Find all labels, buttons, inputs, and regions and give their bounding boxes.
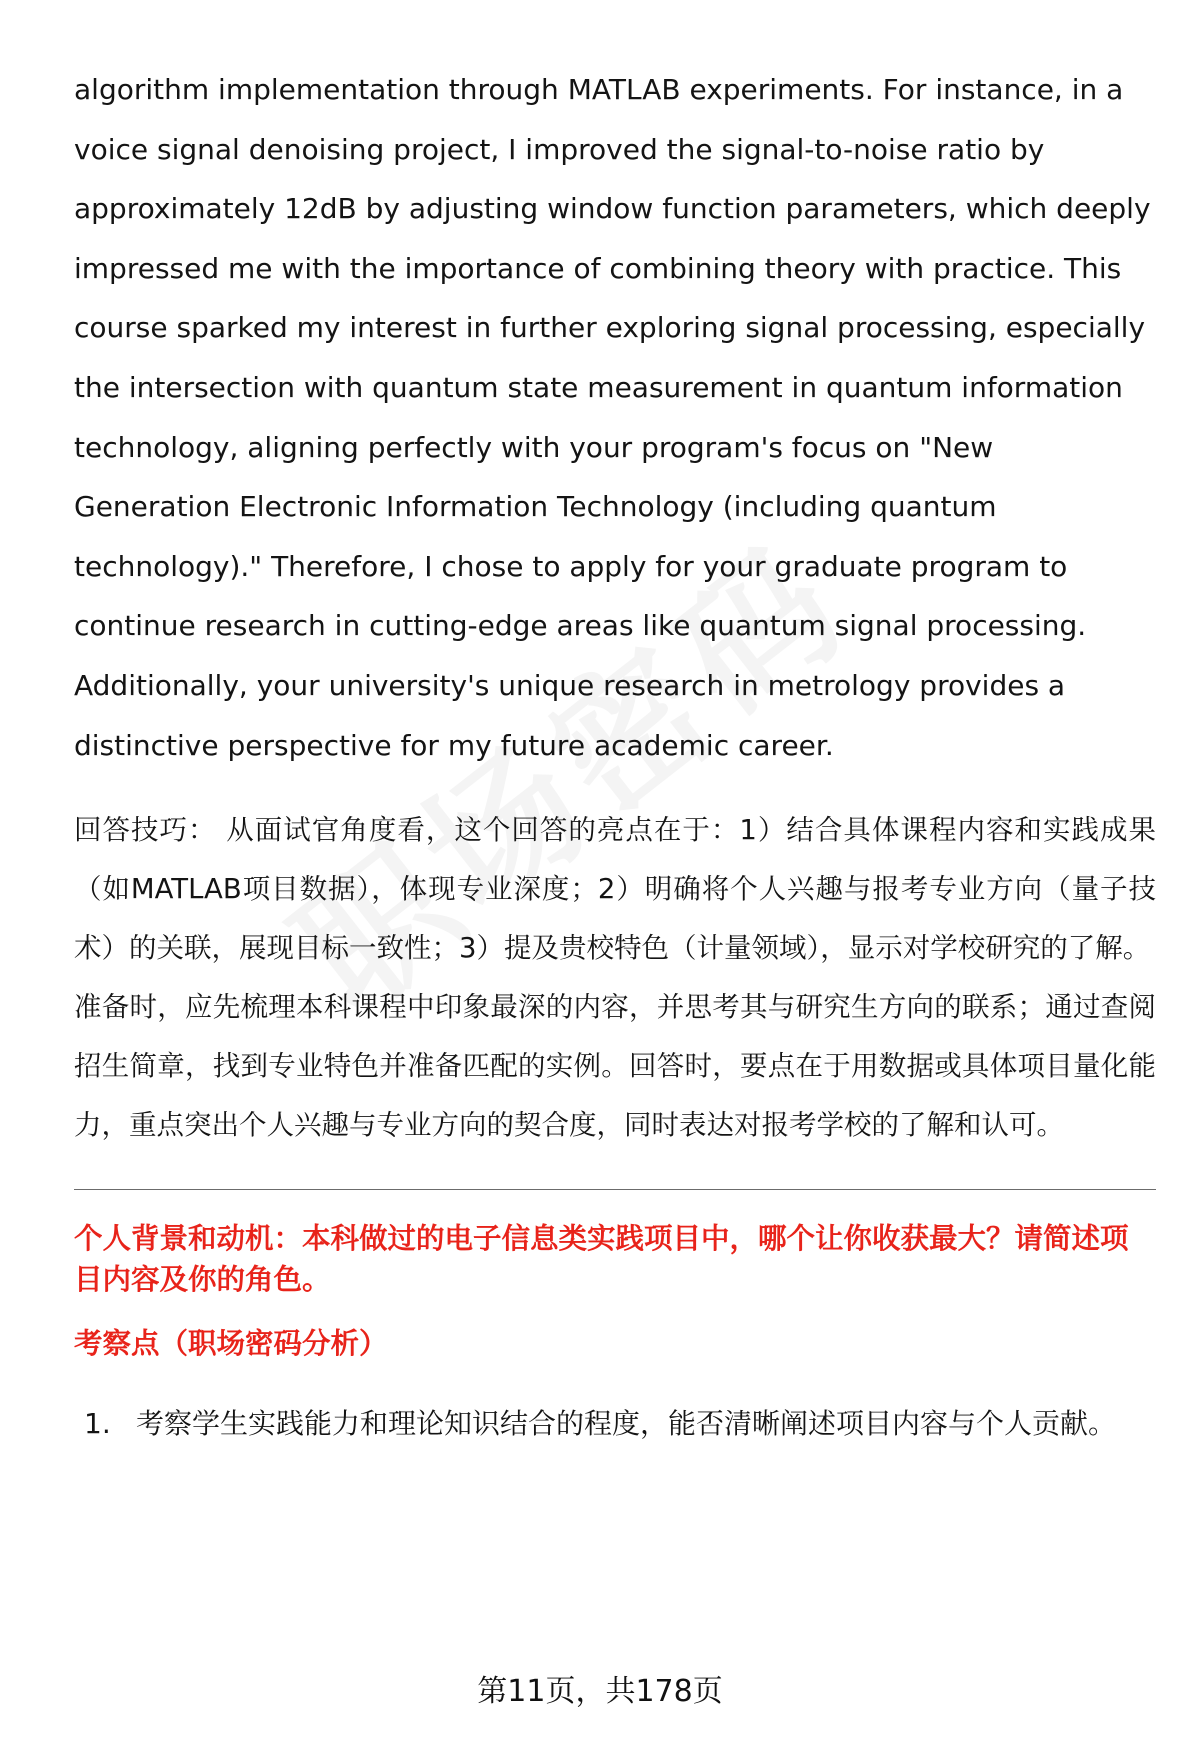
- question-heading: 个人背景和动机：本科做过的电子信息类实践项目中，哪个让你收获最大？请简述项目内容及你的角色。: [74, 1222, 1129, 1297]
- section-title: 考察点（职场密码分析）: [74, 1327, 388, 1361]
- tips-paragraph-2: 准备时，应先梳理本科课程中印象最深的内容，并思考其与研究生方向的联系；通过查阅招生简章，找到专业特色并准备匹配的实例。回答时，要点在于用数据或具体项目量化能力，重点突出个人兴趣与专业方向的契合度，同时表达对报考学校的了解和认可。: [74, 991, 1156, 1142]
- list-item-number: 1.: [84, 1407, 111, 1441]
- list-item: [74, 1394, 1156, 1453]
- answer-tips: [74, 801, 1156, 1155]
- tips-paragraph-1: 回答技巧： 从面试官角度看，这个回答的亮点在于：1）结合具体课程内容和实践成果（如MATLAB项目数据），体现专业深度；2）明确将个人兴趣与报考专业方向（量子技术）的关联，展现目标一致性；3）提及贵校特色（计量领域），显示对学校研究的了解。: [74, 814, 1156, 965]
- list-item-text: 考察学生实践能力和理论知识结合的程度，能否清晰阐述项目内容与个人贡献。: [136, 1407, 1117, 1441]
- page-footer: 第11页，共178页: [477, 1674, 723, 1709]
- answer-english-paragraph: algorithm implementation through MATLAB experiments. For instance, in a voice signal denoising project, I improved the signal-to-noise ratio by approximately 12dB by adjusting window function parameters, which deeply impressed me with the importance of combining theory with practice. This course sparked my interest in further exploring signal processing, especially the intersection with quantum state measurement in quantum information technology, aligning perfectly with your program's focus on "New Generation Electronic Information Technology (including quantum technology)." Therefore, I chose to apply for your graduate program to continue research in cutting-edge areas like quantum signal processing. Additionally, your university's unique research in metrology provides a distinctive perspective for my future academic career.: [74, 73, 1151, 762]
- section-divider: [74, 1189, 1156, 1190]
- document-page: [74, 60, 1156, 1453]
